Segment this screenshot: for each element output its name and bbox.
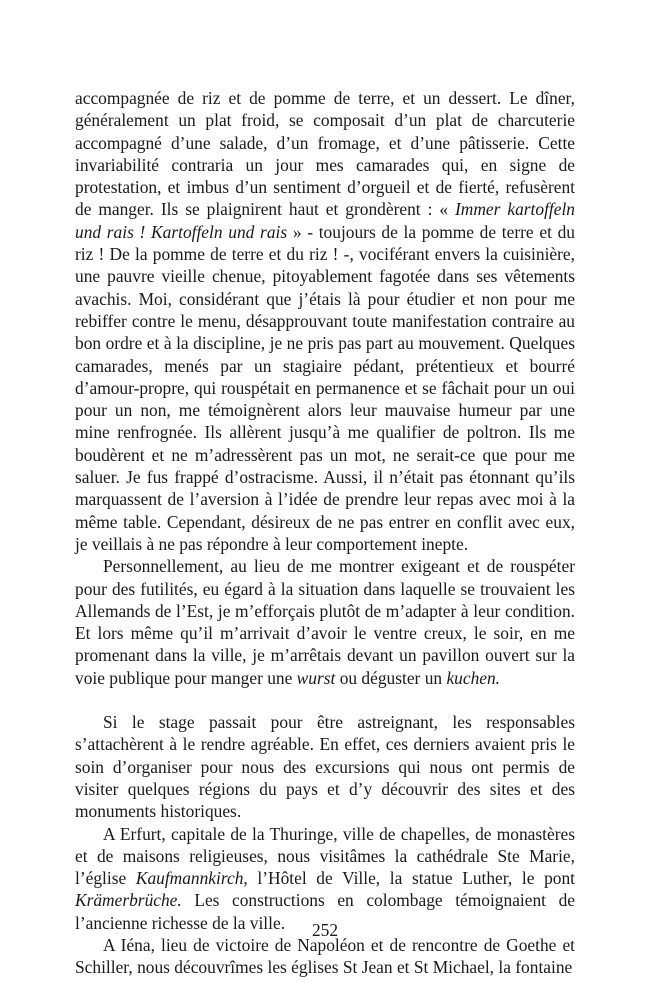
italic-text-run: Kaufmannkirch,: [135, 868, 248, 889]
paragraph: [75, 87, 575, 555]
text-run: Personnellement, au lieu de me montrer exigeant et de rouspéter pour des futilités, eu égard à la situation dans laquelle se trouvaient les Allemands de l’Est, je m’efforçais plutôt de m’adapter à leur condition. Et lors même qu’il m’arrivait d’avoir le ventre creux, le soir, en me promenant dans la ville, je m’arrêtais devant un pavillon ouvert sur la voie publique pour manger une: [75, 556, 575, 688]
paragraph: [75, 555, 575, 689]
text-run: A Erfurt, capitale de la Thuringe, ville de chapelles, de monastères et de maisons religieuses, nous visitâmes la cathédrale Ste Marie, l’église: [75, 823, 575, 889]
italic-text-run: wurst: [296, 667, 336, 688]
text-run: A Iéna, lieu de victoire de Napoléon et de rencontre de Goethe et Schiller, nous découvrîmes les églises St Jean et St Michael, la fontaine: [75, 934, 575, 978]
page-number: 252: [311, 920, 339, 940]
text-run: l’Hôtel de Ville, la statue Luther, le pont: [247, 868, 575, 889]
text-run: » - toujours de la pomme de terre et du riz ! De la pomme de terre et du riz ! -, vociférant envers la cuisinière, une pauvre vieille chenue, pitoyablement fagotée dans ses vêtements avachis. Moi, considérant que j’étais là pour étudier et non pour me rebiffer contre le menu, désapprouvant toute manifestation contraire au bon ordre et à la discipline, je ne pris pas part au mouvement. Quelques camarades, menés par un stagiaire pédant, prétentieux et bourré d’amour-propre, qui rouspétait en permanence et se fâchait pour un oui pour un non, me témoignèrent alors leur mauvaise humeur par une mine renfrognée. Ils allèrent jusqu’à me qualifier de poltron. Ils me boudèrent et ne m’adressèrent pas un mot, ne serait-ce que pour me saluer. Je fus frappé d’ostracisme. Aussi, il n’était pas étonnant qu’ils marquassent de l’aversion à l’idée de prendre leur repas avec moi à la même table. Cependant, désireux de ne pas entrer en conflit avec eux, je veillais à ne pas répondre à leur comportement inepte.: [75, 221, 575, 554]
paragraph: [75, 711, 575, 822]
text-run: ou déguster un: [335, 667, 447, 688]
italic-text-run: Immer kartoffeln und rais ! Kartoffeln und rais: [75, 199, 575, 242]
italic-text-run: kuchen.: [446, 667, 501, 688]
text-run: Si le stage passait pour être astreignant, les responsables s’attachèrent à le rendre agréable. En effet, ces derniers avaient pris le soin d’organiser pour nous des excursions qui nous ont permis de visiter quelques régions du pays et d’y découvrir des sites et des monuments historiques.: [75, 712, 575, 822]
italic-text-run: Krämerbrüche.: [75, 890, 182, 911]
book-page-text: [75, 87, 575, 979]
paragraph: [75, 823, 575, 934]
text-run: Les constructions en colombage témoignaient de l’ancienne richesse de la ville.: [75, 890, 575, 933]
text-run: accompagnée de riz et de pomme de terre, et un dessert. Le dîner, généralement un plat froid, se composait d’un plat de charcuterie accompagné d’une salade, d’un fromage, et d’une pâtisserie. Cette invariabilité contraria un jour mes camarades qui, en signe de protestation, et imbus d’un sentiment d’orgueil et de fierté, refusèrent de manger. Ils se plaignirent haut et grondèrent : «: [75, 88, 575, 220]
